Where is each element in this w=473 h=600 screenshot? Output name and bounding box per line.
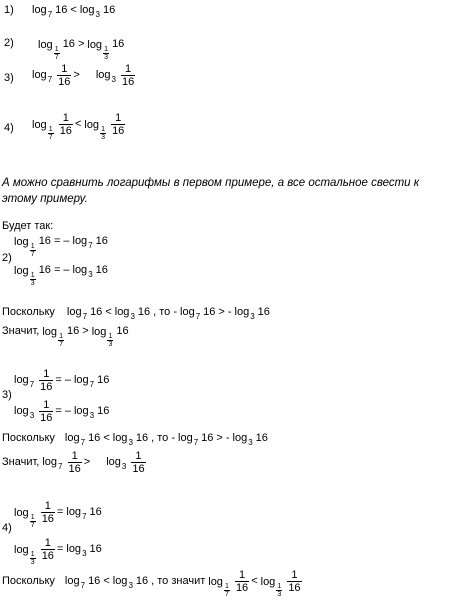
fraction: $\frac{1}{16}$: [121, 63, 135, 88]
item-number: 2): [2, 252, 12, 264]
item-number: 3): [2, 389, 12, 401]
item-number: 4): [2, 522, 12, 534]
item-number: 3): [4, 72, 14, 84]
item-number: 4): [4, 122, 14, 134]
log-argument: 16: [55, 4, 68, 16]
log-base: 7: [47, 10, 53, 19]
fraction: $\frac{1}{16}$: [58, 63, 71, 88]
less-than-sign: <: [70, 4, 77, 16]
log-argument: 16: [102, 4, 116, 16]
log-argument: 16: [112, 38, 125, 50]
greater-than-sign: >: [73, 69, 80, 81]
fraction: $\frac{1}{16}$: [112, 112, 125, 137]
fraction-base: 1 7: [54, 46, 59, 61]
log-base: 3: [95, 10, 100, 19]
greater-than-sign: >: [77, 38, 85, 50]
log-argument: 16: [62, 38, 75, 50]
log-text: log: [32, 4, 47, 16]
reasoning-4: Поскольку log $_7$ 16 < log $_3$ 16 , то значит log 1 7 $\frac{1}{16}$ < log 1 3 $\frac{1}{16}$: [2, 569, 301, 598]
inequality-4: log 1 7 $\frac{1}{16}$ < log 1 3 $\frac{1}{16}$: [32, 112, 125, 141]
inequality-1: [32, 4, 118, 17]
less-than-sign: <: [74, 118, 82, 130]
note-line-1: А можно сравнить логарифмы в первом примере, а все остальное свести к: [2, 177, 420, 189]
equation-4a: log 1 7 $\frac{1}{16}$ = log $_7$ 16: [14, 500, 102, 529]
item-number: 2): [4, 37, 14, 49]
equals-sign: =: [53, 264, 61, 276]
reasoning-2: Поскольку log $_7$ 16 < log $_3$ 16 , то - log $_7$ 16 > - log $_3$ 16: [2, 306, 270, 321]
log-text: log: [38, 39, 53, 51]
fraction: $\frac{1}{16}$: [59, 112, 72, 137]
log-text: log: [87, 39, 103, 51]
conclusion-3: Значит, log $_7$ $\frac{1}{16}$ > log $_3$ $\frac{1}{16}$: [2, 450, 145, 475]
note-line-2: этому примеру.: [2, 193, 88, 205]
fraction-base: 1 3: [104, 46, 109, 61]
intro-text: Будет так:: [2, 220, 54, 232]
equation-3b: log $_3$ $\frac{1}{16}$ = – log $_3$ 16: [14, 399, 110, 424]
equation-2b: log 1 3 16 = – log $_3$ 16: [14, 264, 108, 287]
equation-2a: log 1 7 16 = – log $_7$ 16: [14, 235, 108, 258]
conclusion-2: Значит, log 1 7 16 > log 1 3 16: [2, 325, 129, 348]
minus-sign: –: [63, 235, 70, 247]
inequality-2: [38, 37, 127, 61]
reasoning-3: Поскольку log $_7$ 16 < log $_3$ 16 , то - log $_7$ 16 > - log $_3$ 16: [2, 432, 268, 447]
equation-3a: log $_7$ $\frac{1}{16}$ = – log $_7$ 16: [14, 368, 110, 393]
item-number: 1): [4, 4, 14, 16]
log-text: log: [79, 4, 95, 16]
inequality-3: log $_7$ $\frac{1}{16}$ > log $_3$ $\frac{1}{16}$: [32, 63, 135, 88]
equation-4b: log 1 3 $\frac{1}{16}$ = log $_3$ 16: [14, 537, 102, 566]
minus-sign: –: [63, 264, 70, 276]
equals-sign: =: [53, 235, 61, 247]
